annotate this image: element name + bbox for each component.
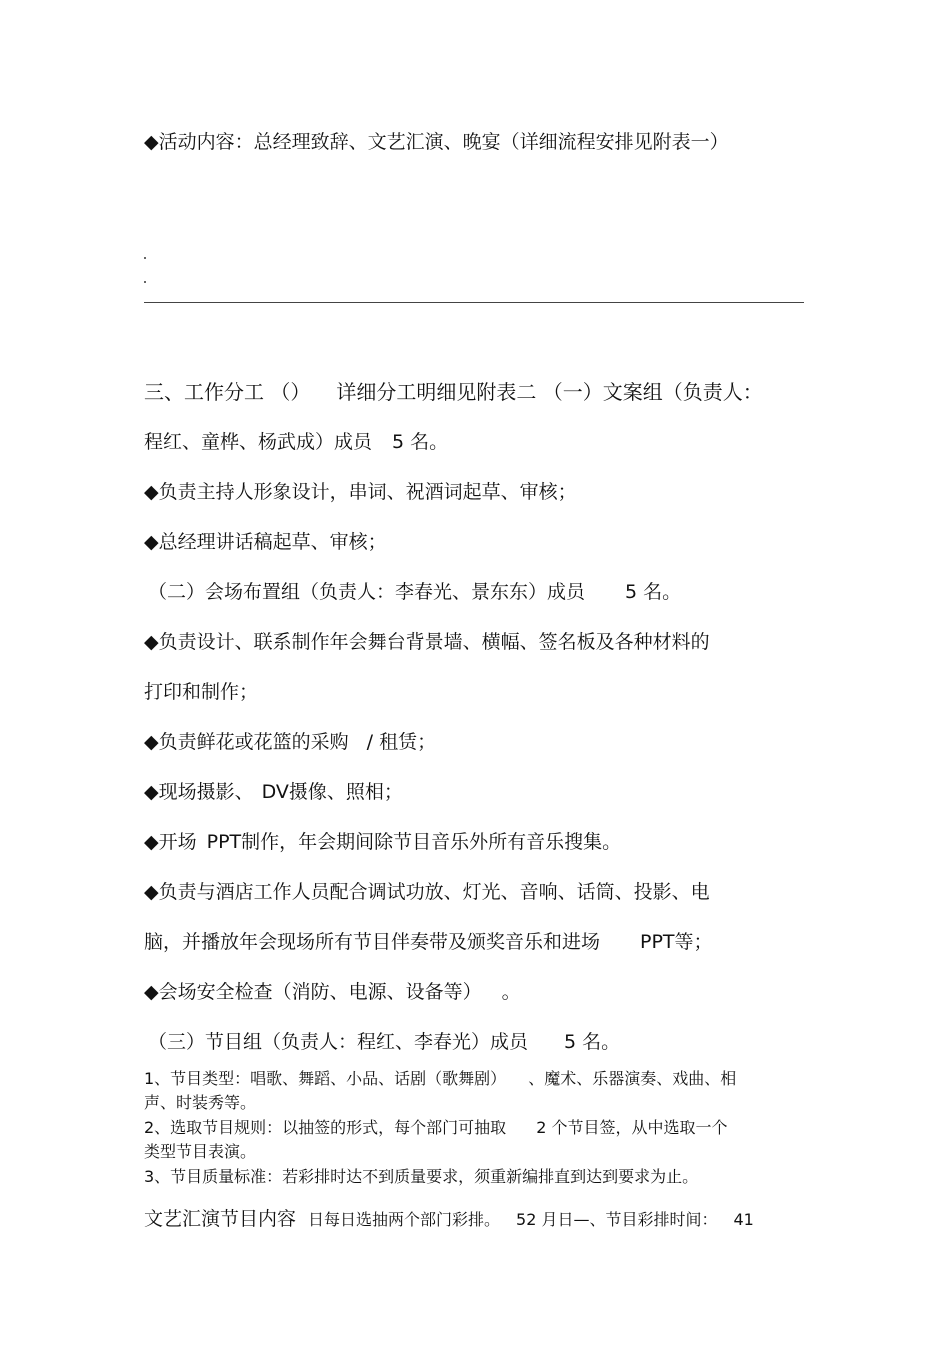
- venue-item-1a: ◆负责设计、联系制作年会舞台背景墙、横幅、签名板及各种材料的: [144, 631, 710, 653]
- venue-item-5c: PPT等；: [640, 931, 713, 953]
- horizontal-rule: [144, 302, 804, 303]
- program-rule-2c: 类型节目表演。: [144, 1142, 257, 1161]
- copywriting-members: 程红、童桦、杨武成）成员: [144, 431, 373, 453]
- venue-item-5b-line: [144, 930, 713, 954]
- venue-item-5a: ◆负责与酒店工作人员配合调试功放、灯光、音响、话筒、投影、电: [144, 881, 710, 903]
- program-rule-1a: 1、节目类型：唱歌、舞蹈、小品、话剧（歌舞剧） 、魔术、乐器演奏、戏曲、相: [144, 1069, 737, 1088]
- footer-part-4: 41: [733, 1210, 754, 1229]
- program-rule-3: 3、节目质量标准：若彩排时达不到质量要求，须重新编排直到达到要求为止。: [144, 1167, 699, 1186]
- venue-item-3a: ◆现场摄影、: [144, 781, 254, 803]
- venue-item-2a: ◆负责鲜花或花篮的采购: [144, 731, 349, 753]
- venue-heading: （二）会场布置组（负责人：李春光、景东东）成员: [148, 581, 586, 603]
- copywriting-item-2: ◆总经理讲话稿起草、审核；: [144, 531, 387, 553]
- venue-item-6b: 。: [501, 981, 521, 1003]
- venue-item-6: [144, 980, 521, 1004]
- footer-part-3: 52 月日—、节目彩排时间：: [516, 1210, 718, 1229]
- program-rule-2a: 2、选取节目规则：以抽签的形式，每个部门可抽取 2 个节目签，从中选取一个: [144, 1118, 728, 1137]
- venue-item-3: [144, 780, 403, 804]
- venue-item-6a: ◆会场安全检查（消防、电源、设备等）: [144, 981, 482, 1003]
- venue-item-4a: ◆开场: [144, 831, 197, 853]
- copywriting-count: 5 名。: [392, 431, 449, 453]
- activity-content-line: ◆活动内容：总经理致辞、文艺汇演、晚宴（详细流程安排见附表一）: [144, 131, 729, 153]
- venue-item-3b: DV摄像、照相；: [261, 781, 403, 803]
- footer-part-2: 日每日选抽两个部门彩排。: [308, 1210, 501, 1229]
- stray-dot-2: [144, 281, 146, 283]
- section3-heading: 三、工作分工 （）: [144, 380, 311, 404]
- section3-members-line: [144, 430, 448, 454]
- section3-heading-line: [144, 380, 763, 404]
- program-heading: （三）节目组（负责人：程红、李春光）成员: [148, 1031, 529, 1053]
- venue-heading-line: [148, 580, 681, 604]
- venue-item-4b: PPT制作，年会期间除节目音乐外所有音乐搜集。: [206, 831, 622, 853]
- program-rule-1c: 声、时装秀等。: [144, 1093, 257, 1112]
- venue-count: 5 名。: [625, 581, 682, 603]
- venue-item-5b: 脑，并播放年会现场所有节目伴奏带及颁奖音乐和进场: [144, 931, 601, 953]
- copywriting-item-1: ◆负责主持人形象设计，串词、祝酒词起草、审核；: [144, 481, 577, 503]
- venue-item-4: [144, 830, 621, 854]
- footer-part-1: 文艺汇演节目内容: [144, 1208, 297, 1230]
- footer-line: [144, 1207, 754, 1232]
- venue-item-2: [144, 730, 436, 754]
- venue-item-1b: 打印和制作；: [144, 681, 259, 703]
- venue-item-2b: / 租赁；: [366, 731, 437, 753]
- program-heading-line: [148, 1030, 620, 1054]
- program-count: 5 名。: [564, 1031, 621, 1053]
- section3-heading-ref: 详细分工明细见附表二 （一）文案组（负责人：: [336, 380, 763, 404]
- stray-dot-1: [144, 257, 146, 259]
